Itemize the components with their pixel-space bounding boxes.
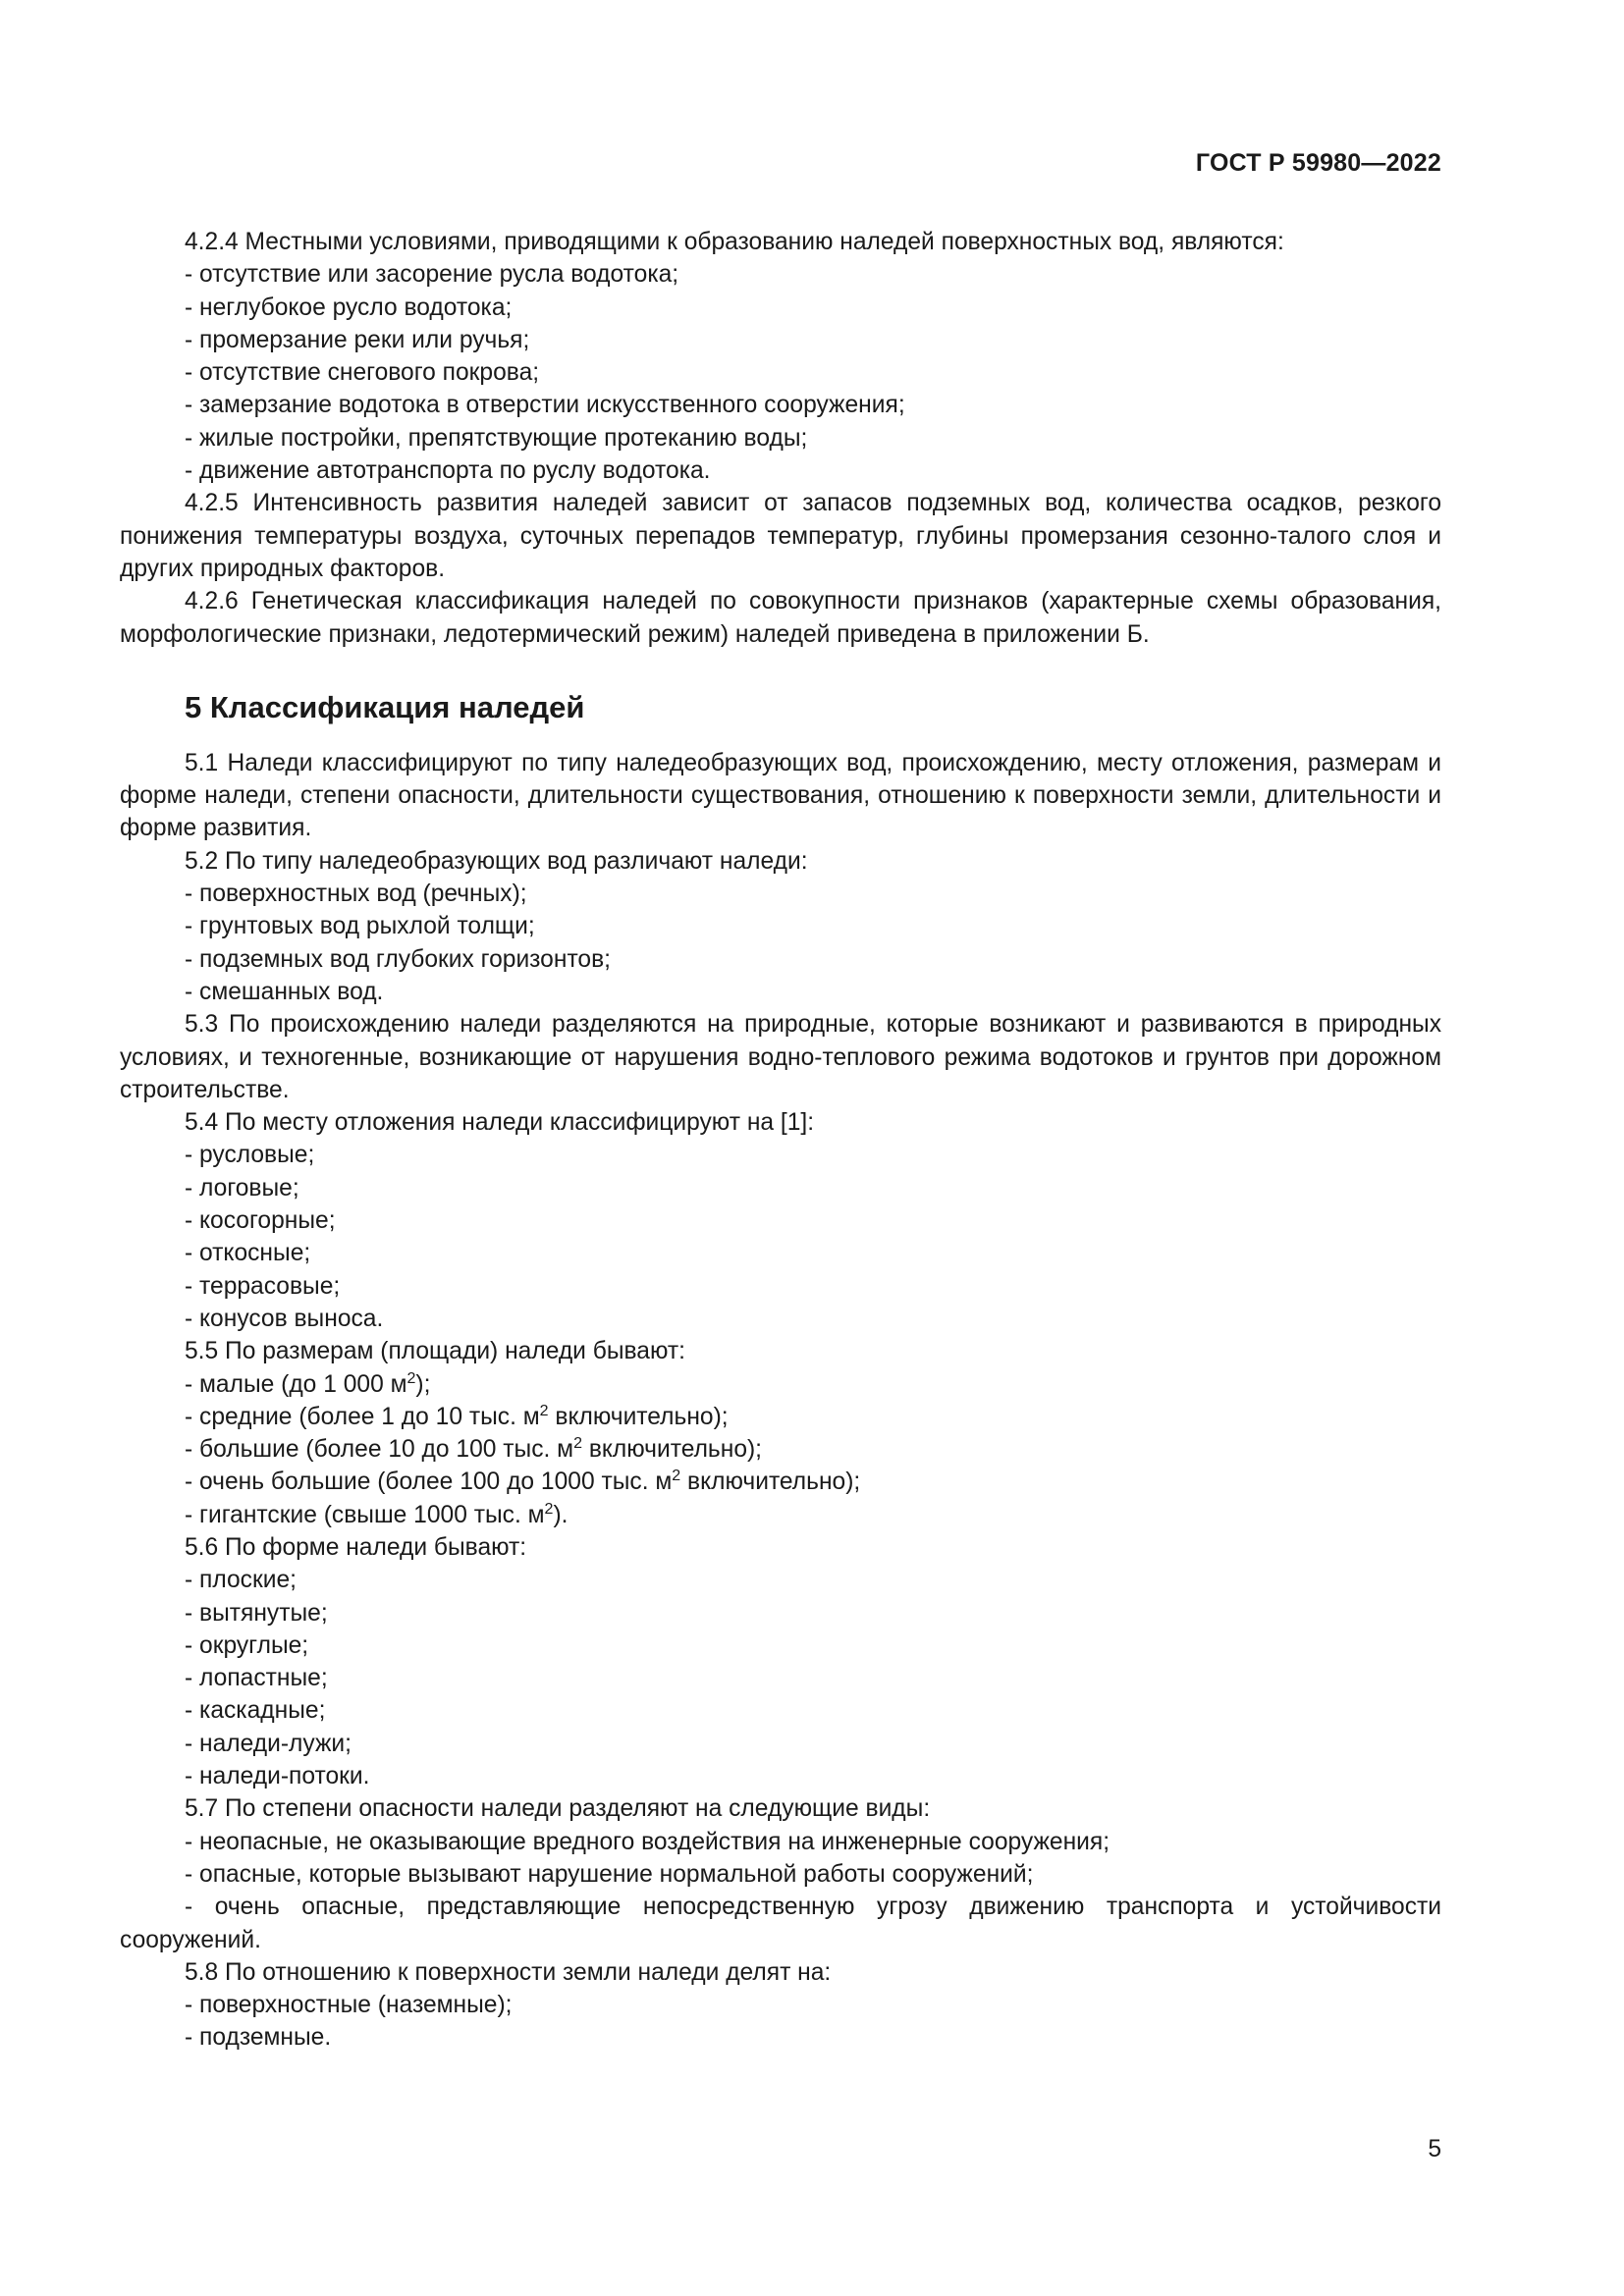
list-item: - косогорные;: [185, 1207, 336, 1235]
paragraph-5-1: 5.1 Наледи классифицируют по типу наледеобразующих вод, происхождению, месту отложения, размерам и форме наледи, степени опасности, длительности существования, отношению к поверхности земли, длительности и форме развития.: [120, 749, 1441, 842]
list-item: - подземные.: [185, 2024, 332, 2052]
paragraph-5-7: 5.7 По степени опасности наледи разделяют на следующие виды:: [185, 1795, 931, 1823]
list-item: - поверхностные (наземные);: [185, 1992, 513, 2019]
list-item: - опасные, которые вызывают нарушение нормальной работы сооружений;: [185, 1860, 1034, 1888]
paragraph-5-6: 5.6 По форме наледи бывают:: [185, 1533, 527, 1561]
list-item: - откосные;: [185, 1240, 311, 1267]
list-item: - большие (более 10 до 100 тыс. $м^2$ включительно);: [185, 1435, 763, 1464]
list-item: - наледи-лужи;: [185, 1730, 352, 1757]
list-item: - неопасные, не оказывающие вредного воздействия на инженерные сооружения;: [185, 1828, 1110, 1855]
list-item: - округлые;: [185, 1631, 309, 1659]
list-item: - отсутствие или засорение русла водотока;: [185, 261, 679, 289]
list-item: - вытянутые;: [185, 1599, 328, 1627]
list-item: - отсутствие снегового покрова;: [185, 359, 540, 387]
list-item: - движение автотранспорта по руслу водотока.: [185, 457, 711, 485]
list-item: - промерзание реки или ручья;: [185, 326, 530, 353]
list-item: - очень большие (более 100 до 1000 тыс. $м^2$ включительно);: [185, 1468, 861, 1496]
document-code: ГОСТ Р 59980—2022: [1195, 149, 1441, 177]
list-item: - очень опасные, представляющие непосредственную угрозу движению транспорта и устойчивости сооружений.: [120, 1894, 1441, 1953]
list-item: - каскадные;: [185, 1697, 326, 1725]
list-item: - конусов выноса.: [185, 1305, 384, 1332]
paragraph-5-5: 5.5 По размерам (площади) наледи бывают:: [185, 1338, 685, 1365]
paragraph-5-4: 5.4 По месту отложения наледи классифицируют на [1]:: [185, 1109, 815, 1137]
paragraph-4-2-6: 4.2.6 Генетическая классификация наледей по совокупности признаков (характерные схемы образования, морфологические признаки, ледотермический режим) наледей приведена в приложении Б.: [120, 588, 1441, 648]
paragraph-5-3: 5.3 По происхождению наледи разделяются на природные, которые возникают и развиваются в природных условиях, и техногенные, возникающие от нарушения водно-теплового режима водотоков и грунтов при дорожном строительстве.: [120, 1011, 1441, 1103]
list-item: - логовые;: [185, 1174, 299, 1201]
list-item: - лопастные;: [185, 1665, 328, 1692]
list-item: - грунтовых вод рыхлой толщи;: [185, 913, 535, 940]
paragraph-5-8: 5.8 По отношению к поверхности земли наледи делят на:: [185, 1958, 832, 1986]
list-item: - замерзание водотока в отверстии искусственного сооружения;: [185, 392, 905, 419]
paragraph-4-2-5: 4.2.5 Интенсивность развития наледей зависит от запасов подземных вод, количества осадков, резкого понижения температуры воздуха, суточных перепадов температур, глубины промерзания сезонно-талого слоя и других природных факторов.: [120, 490, 1441, 582]
list-item: - наледи-потоки.: [185, 1763, 370, 1790]
page-number: 5: [1428, 2136, 1441, 2163]
list-item: - поверхностных вод (речных);: [185, 881, 527, 908]
list-item: - подземных вод глубоких горизонтов;: [185, 945, 612, 973]
list-item: - малые (до 1 000 $м^2$);: [185, 1369, 431, 1398]
list-item: - неглубокое русло водотока;: [185, 294, 513, 321]
list-item: - жилые постройки, препятствующие протеканию воды;: [185, 424, 808, 452]
list-item: - смешанных вод.: [185, 978, 384, 1005]
list-item: - русловые;: [185, 1142, 315, 1169]
list-item: - гигантские (свыше 1000 тыс. $м^2$).: [185, 1500, 568, 1528]
list-item: - плоские;: [185, 1567, 297, 1594]
paragraph-4-2-4: 4.2.4 Местными условиями, приводящими к образованию наледей поверхностных вод, являются:: [185, 229, 1284, 255]
list-item: - средние (более 1 до 10 тыс. $м^2$ включительно);: [185, 1402, 729, 1430]
page-content: [120, 226, 1441, 2055]
section-heading: 5 Классификация наледей: [185, 689, 585, 724]
paragraph-5-2: 5.2 По типу наледеобразующих вод различают наледи:: [185, 847, 808, 875]
list-item: - террасовые;: [185, 1272, 341, 1300]
